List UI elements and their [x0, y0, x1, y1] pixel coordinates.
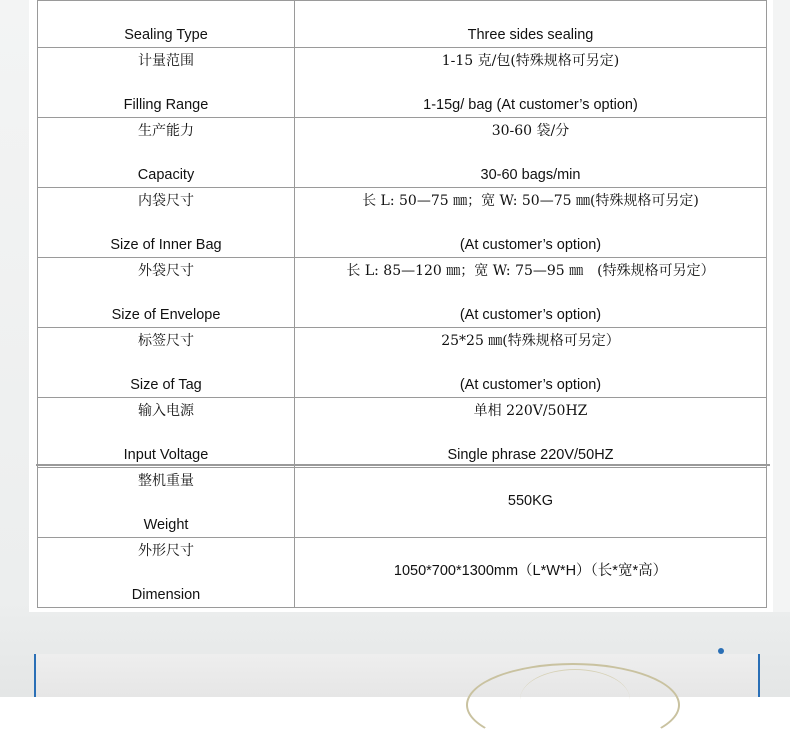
label-cell: [38, 188, 295, 258]
label-cell: [38, 538, 295, 608]
label-en: Input Voltage: [123, 447, 209, 463]
label-en: Filling Range: [123, 97, 209, 113]
label-en: Dimension: [131, 587, 201, 603]
right-margin: [773, 0, 790, 612]
value-cell: [295, 398, 767, 468]
product-photo-arc-inner: [520, 669, 630, 730]
table-row: [38, 398, 767, 468]
label-en: Size of Envelope: [111, 307, 221, 323]
value-cell: [295, 328, 767, 398]
value-cell: [295, 468, 767, 538]
label-cn: 整机重量: [138, 473, 194, 489]
value-cell: [295, 258, 767, 328]
value-cn: 30-60 袋/分: [491, 123, 570, 139]
value-en: (At customer’s option): [459, 237, 602, 253]
label-en: Size of Tag: [130, 377, 202, 393]
value-cn: 单相 220V/50HZ: [473, 403, 588, 419]
value-cn: 1-15 克/包(特殊规格可另定): [441, 53, 620, 69]
value-en: Three sides sealing: [467, 27, 594, 43]
label-cell: [38, 398, 295, 468]
label-en: Size of Inner Bag: [110, 237, 222, 253]
value-cell: [295, 118, 767, 188]
label-cn: 生产能力: [138, 123, 194, 139]
label-en: Weight: [143, 517, 189, 533]
label-cn: 外形尺寸: [138, 543, 194, 559]
label-cn: 外袋尺寸: [138, 263, 194, 279]
value-single: 1050*700*1300mm（L*W*H）（长*宽*高）: [393, 563, 668, 579]
table-row: [38, 118, 767, 188]
value-cn: 25*25 ㎜(特殊规格可另定）: [441, 333, 620, 349]
table-row: [38, 538, 767, 608]
label-cell: [38, 48, 295, 118]
label-cell: [38, 1, 295, 48]
label-cell: [38, 468, 295, 538]
value-cell: [295, 538, 767, 608]
table-row: [38, 328, 767, 398]
value-cell: [295, 188, 767, 258]
label-cn: 标签尺寸: [138, 333, 194, 349]
value-en: 30-60 bags/min: [480, 167, 581, 183]
value-en: Single phrase 220V/50HZ: [447, 447, 614, 463]
value-cell: [295, 1, 767, 48]
divider-line: [36, 464, 770, 466]
label-cn: 输入电源: [138, 403, 194, 419]
label-cn: 内袋尺寸: [138, 193, 194, 209]
value-cn: 长 L: 85—120 ㎜；宽 W: 75—95 ㎜ (特殊规格可另定）: [346, 263, 715, 279]
value-en: (At customer’s option): [459, 307, 602, 323]
value-en: (At customer’s option): [459, 377, 602, 393]
label-cell: [38, 258, 295, 328]
label-cn: 计量范围: [138, 53, 194, 69]
value-cell: [295, 48, 767, 118]
spec-table: [37, 0, 767, 608]
value-cn: 长 L: 50—75 ㎜；宽 W: 50—75 ㎜(特殊规格可另定): [362, 193, 699, 209]
table-row: [38, 188, 767, 258]
table-row: [38, 468, 767, 538]
label-en: Sealing Type: [124, 27, 208, 43]
label-en: Capacity: [137, 167, 195, 183]
value-en: 1-15g/ bag (At customer’s option): [423, 97, 638, 113]
label-cell: [38, 328, 295, 398]
label-cell: [38, 118, 295, 188]
value-single: 550KG: [507, 493, 554, 509]
table-row: [38, 48, 767, 118]
table-row: [38, 258, 767, 328]
table-row: [38, 1, 767, 48]
